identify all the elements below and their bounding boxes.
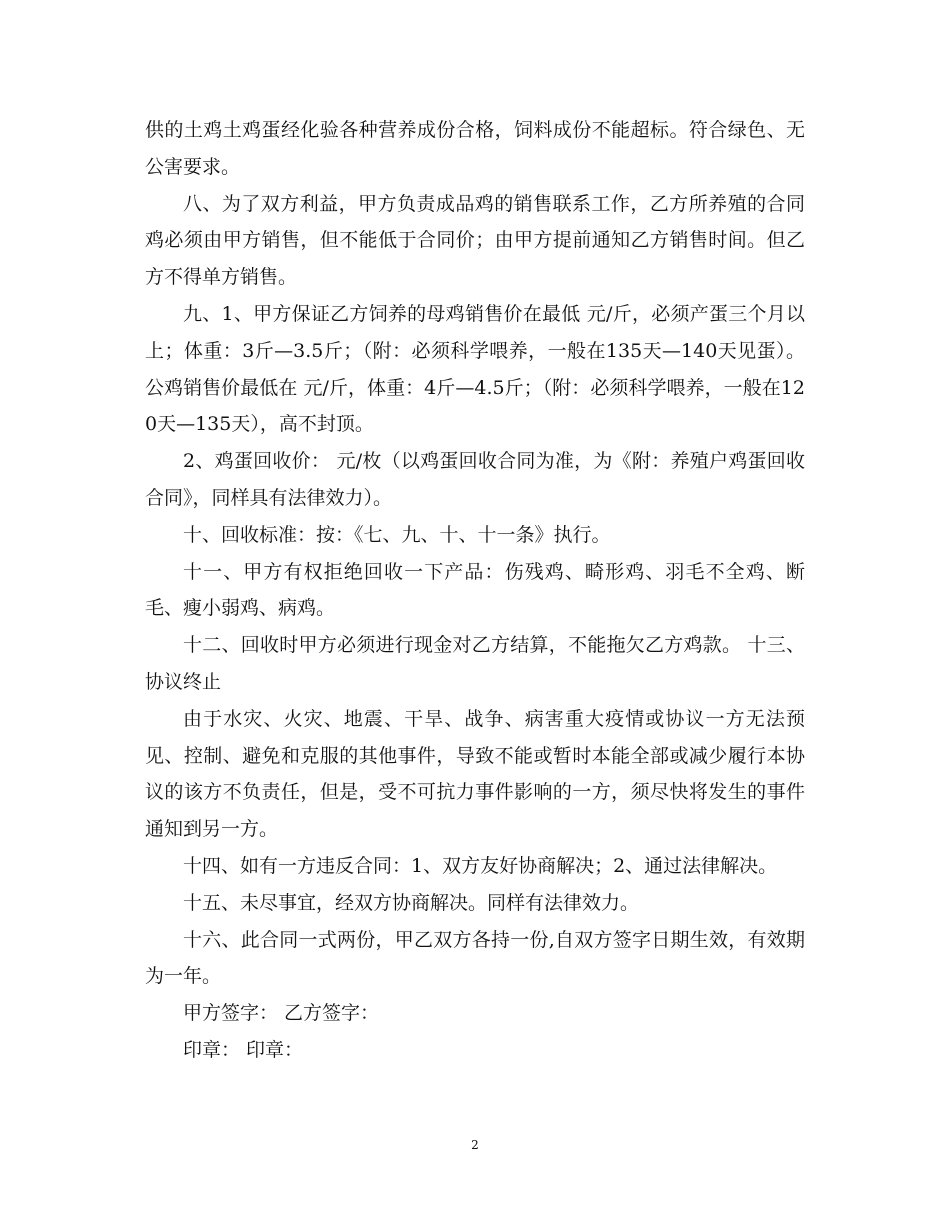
paragraph-clause-11: 十一、甲方有权拒绝回收一下产品：伤残鸡、畸形鸡、羽毛不全鸡、断毛、瘦小弱鸡、病鸡。	[145, 560, 805, 620]
paragraph-clause-14: 十四、如有一方违反合同：1、双方友好协商解决；2、通过法律解决。	[183, 854, 778, 877]
paragraph-clause-8: 八、为了双方利益，甲方负责成品鸡的销售联系工作，乙方所养殖的合同鸡必须由甲方销售，但不能低于合同价；由甲方提前通知乙方销售时间。但乙方不得单方销售。	[145, 192, 805, 289]
contract-body	[145, 112, 805, 1069]
paragraph-clause-12: 十二、回收时甲方必须进行现金对乙方结算，不能拖欠乙方鸡款。 十三、协议终止	[145, 634, 805, 693]
paragraph-continued: 供的土鸡土鸡蛋经化验各种营养成份合格，饲料成份不能超标。符合绿色、无公害要求。	[145, 119, 805, 178]
paragraph-clause-16: 十六、此合同一式两份，甲乙双方各持一份,自双方签字日期生效，有效期为一年。	[145, 928, 805, 988]
signature-line: 甲方签字： 乙方签字：	[183, 1002, 380, 1025]
seal-line: 印章： 印章：	[183, 1038, 304, 1061]
paragraph-clause-9-1: 九、1、甲方保证乙方饲养的母鸡销售价在最低 元/斤，必须产蛋三个月以上；体重：3斤—3.5斤；（附：必须科学喂养，一般在135天—140天见蛋）。公鸡销售价最低在 元/斤，体重：4斤—4.5斤；（附：必须科学喂养，一般在120天—135天），高不封顶。	[145, 302, 805, 436]
paragraph-clause-9-2: 2、鸡蛋回收价： 元/枚（以鸡蛋回收合同为准，为《附：养殖户鸡蛋回收合同》，同样具有法律效力）。	[145, 450, 805, 509]
paragraph-clause-10: 十、回收标准：按：《七、九、十、十一条》执行。	[183, 523, 611, 546]
paragraph-clause-15: 十五、未尽事宜，经双方协商解决。同样有法律效力。	[183, 891, 640, 914]
paragraph-force-majeure: 由于水灾、火灾、地震、干旱、战争、病害重大疫情或协议一方无法预见、控制、避免和克服的其他事件，导致不能或暂时本能全部或减少履行本协议的该方不负责任，但是，受不可抗力事件影响的一方，须尽快将发生的事件通知到另一方。	[145, 707, 805, 841]
page-number: 2	[471, 1138, 479, 1152]
